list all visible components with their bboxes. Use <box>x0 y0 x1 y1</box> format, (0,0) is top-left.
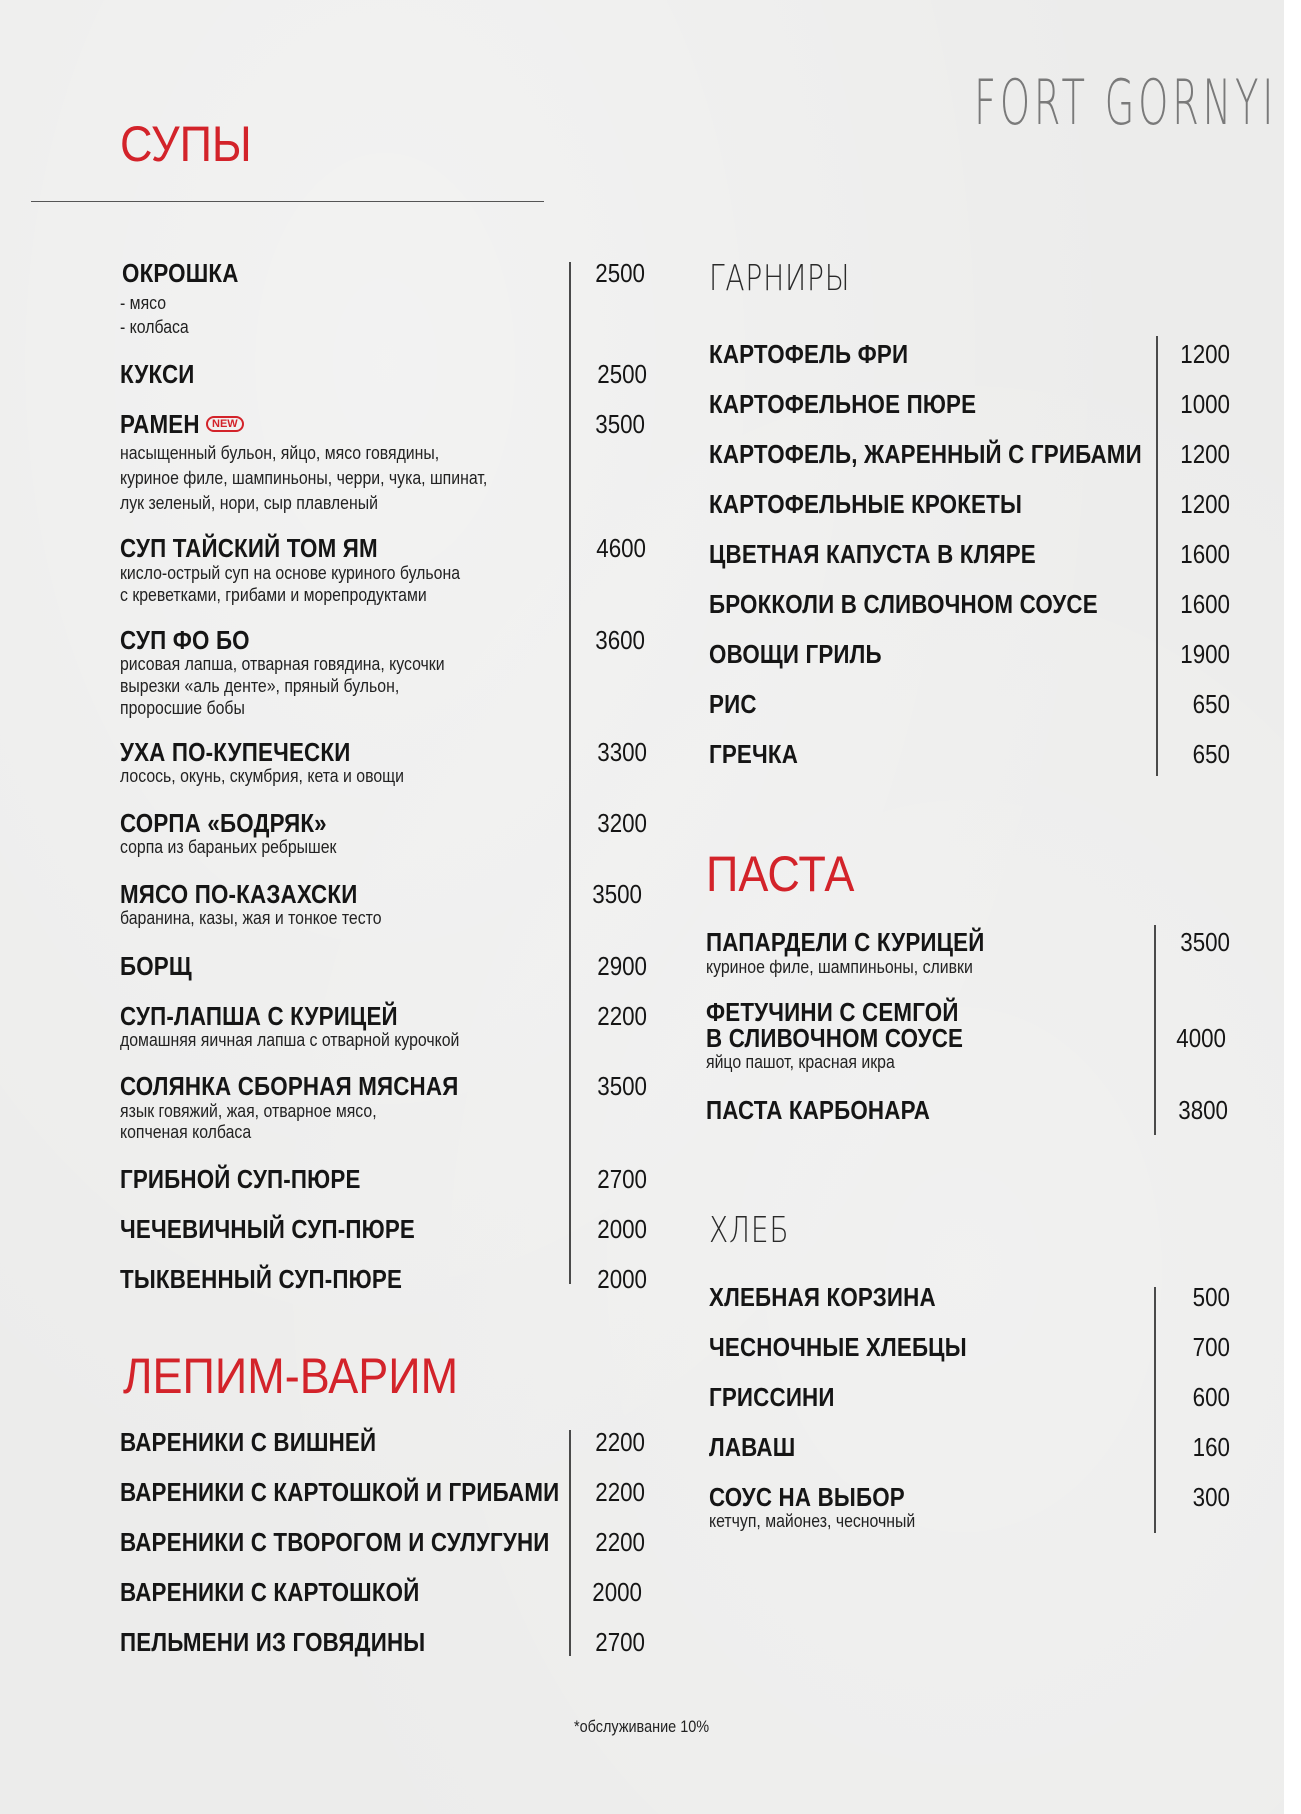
menu-item-price: 3500 <box>592 879 642 909</box>
menu-item-name: РАМЕН <box>120 409 200 439</box>
menu-item-price: 3300 <box>597 737 647 767</box>
menu-item-desc: кетчуп, майонез, чесночный <box>709 1511 916 1531</box>
menu-item-desc: - мясо <box>120 293 167 313</box>
menu-item-price: 500 <box>1192 1282 1230 1312</box>
menu-item-desc: баранина, казы, жая и тонкое тесто <box>120 908 382 928</box>
menu-item-price: 1200 <box>1180 339 1230 369</box>
pasta-heading: ПАСТА <box>706 846 855 902</box>
menu-item-name: ВАРЕНИКИ С ВИШНЕЙ <box>120 1427 377 1457</box>
menu-item-price: 2000 <box>592 1577 642 1607</box>
menu-item-price: 3500 <box>1180 927 1230 957</box>
menu-item-desc: с креветками, грибами и морепродуктами <box>120 585 427 605</box>
menu-item-name: СОУС НА ВЫБОР <box>709 1482 905 1512</box>
menu-item-price: 1200 <box>1180 439 1230 469</box>
menu-item-price: 3500 <box>597 1071 647 1101</box>
menu-item-name: ВАРЕНИКИ С КАРТОШКОЙ И ГРИБАМИ <box>120 1477 560 1507</box>
menu-item-name: КАРТОФЕЛЬ, ЖАРЕННЫЙ С ГРИБАМИ <box>709 439 1142 469</box>
menu-item-name: ОКРОШКА <box>122 258 239 288</box>
menu-item-name: СУП ТАЙСКИЙ ТОМ ЯМ <box>120 533 378 563</box>
menu-item-name: РИС <box>709 689 757 719</box>
menu-item-price: 4600 <box>596 533 646 563</box>
sides-heading: ГАРНИРЫ <box>709 258 851 299</box>
menu-item-price: 4000 <box>1176 1023 1226 1053</box>
menu-item-price: 2200 <box>595 1427 645 1457</box>
menu-item-price: 3500 <box>595 409 645 439</box>
menu-item-name: БОРЩ <box>120 951 192 981</box>
menu-item-name: ХЛЕБНАЯ КОРЗИНА <box>709 1282 936 1312</box>
menu-item-desc: куриное филе, шампиньоны, сливки <box>706 957 973 977</box>
dumplings-heading: ЛЕПИМ-ВАРИМ <box>123 1348 459 1404</box>
menu-item-price: 650 <box>1192 689 1230 719</box>
menu-item-name: ПАПАРДЕЛИ С КУРИЦЕЙ <box>706 927 985 957</box>
menu-item-name: ГРЕЧКА <box>709 739 799 769</box>
menu-item-price: 2200 <box>595 1477 645 1507</box>
menu-item-name: КАРТОФЕЛЬНЫЕ КРОКЕТЫ <box>709 489 1023 519</box>
menu-item-price: 700 <box>1192 1332 1230 1362</box>
menu-item-desc: рисовая лапша, отварная говядина, кусочки <box>120 654 445 674</box>
menu-item-name: ЦВЕТНАЯ КАПУСТА В КЛЯРЕ <box>709 539 1036 569</box>
soups-heading: СУПЫ <box>120 116 252 172</box>
menu-item-name: ПАСТА КАРБОНАРА <box>706 1095 931 1125</box>
menu-item-name: ОВОЩИ ГРИЛЬ <box>709 639 882 669</box>
menu-item-name: ЧЕЧЕВИЧНЫЙ СУП-ПЮРЕ <box>120 1214 416 1244</box>
menu-item-price: 3800 <box>1178 1095 1228 1125</box>
menu-item-price: 2500 <box>597 359 647 389</box>
menu-item-name: ВАРЕНИКИ С ТВОРОГОМ И СУЛУГУНИ <box>120 1527 550 1557</box>
menu-item-name: В СЛИВОЧНОМ СОУСЕ <box>706 1023 964 1053</box>
menu-item-name: ГРИССИНИ <box>709 1382 835 1412</box>
menu-item-desc: вырезки «аль денте», пряный бульон, <box>120 676 400 696</box>
menu-item-price: 2700 <box>595 1627 645 1657</box>
menu-item-price: 300 <box>1192 1482 1230 1512</box>
menu-item-name: МЯСО ПО-КАЗАХСКИ <box>120 879 358 909</box>
menu-item-price: 160 <box>1192 1432 1230 1462</box>
page-edge <box>1284 0 1301 1814</box>
menu-item-price: 600 <box>1192 1382 1230 1412</box>
menu-item-price: 3200 <box>597 808 647 838</box>
menu-item-desc: насыщенный бульон, яйцо, мясо говядины, <box>120 443 440 463</box>
menu-item-name: КАРТОФЕЛЬНОЕ ПЮРЕ <box>709 389 977 419</box>
menu-item-name: СОРПА «БОДРЯК» <box>120 808 327 838</box>
menu-item-price: 650 <box>1192 739 1230 769</box>
menu-item-price: 2000 <box>597 1214 647 1244</box>
menu-item-price: 2500 <box>595 258 645 288</box>
menu-item-price: 2200 <box>595 1527 645 1557</box>
menu-item-name: СОЛЯНКА СБОРНАЯ МЯСНАЯ <box>120 1071 459 1101</box>
menu-item-name: ЛАВАШ <box>709 1432 796 1462</box>
menu-item-name: КАРТОФЕЛЬ ФРИ <box>709 339 909 369</box>
new-badge: NEW <box>206 416 244 432</box>
menu-item-desc: лук зеленый, нори, сыр плавленый <box>120 493 378 513</box>
menu-item-name: ГРИБНОЙ СУП-ПЮРЕ <box>120 1164 361 1194</box>
menu-item-price: 1900 <box>1180 639 1230 669</box>
menu-item-desc: куриное филе, шампиньоны, черри, чука, шпинат, <box>120 468 488 488</box>
soups-divider <box>31 201 544 202</box>
bread-heading: ХЛЕБ <box>709 1210 790 1251</box>
menu-item-price: 1600 <box>1180 589 1230 619</box>
menu-item-price: 2700 <box>597 1164 647 1194</box>
menu-item-desc: копченая колбаса <box>120 1122 252 1142</box>
menu-item-price: 2900 <box>597 951 647 981</box>
menu-item-name: СУП-ЛАПША С КУРИЦЕЙ <box>120 1001 398 1031</box>
menu-item-desc: - колбаса <box>120 317 189 337</box>
menu-item-name: БРОККОЛИ В СЛИВОЧНОМ СОУСЕ <box>709 589 1098 619</box>
menu-item-name: КУКСИ <box>120 359 195 389</box>
menu-item-desc: домашняя яичная лапша с отварной курочкой <box>120 1030 460 1050</box>
menu-item-price: 2000 <box>597 1264 647 1294</box>
menu-item-name: ТЫКВЕННЫЙ СУП-ПЮРЕ <box>120 1264 403 1294</box>
menu-item-desc: кисло-острый суп на основе куриного бульона <box>120 563 461 583</box>
menu-item-price: 1200 <box>1180 489 1230 519</box>
menu-item-price: 1000 <box>1180 389 1230 419</box>
menu-item-name: ФЕТУЧИНИ С СЕМГОЙ <box>706 997 959 1027</box>
service-charge-note: *обслуживание 10% <box>574 1717 710 1736</box>
menu-item-name: ВАРЕНИКИ С КАРТОШКОЙ <box>120 1577 420 1607</box>
menu-item-name: СУП ФО БО <box>120 625 250 655</box>
menu-item-price: 1600 <box>1180 539 1230 569</box>
menu-item-desc: яйцо пашот, красная икра <box>706 1052 895 1072</box>
menu-item-name: ЧЕСНОЧНЫЕ ХЛЕБЦЫ <box>709 1332 967 1362</box>
menu-item-name: УХА ПО-КУПЕЧЕСКИ <box>120 737 351 767</box>
menu-item-desc: лосось, окунь, скумбрия, кета и овощи <box>120 766 405 786</box>
menu-item-price: 2200 <box>597 1001 647 1031</box>
menu-item-desc: сорпа из бараньих ребрышек <box>120 837 337 857</box>
menu-item-price: 3600 <box>595 625 645 655</box>
restaurant-logo: FORT GORNYI <box>974 66 1278 139</box>
menu-item-desc: язык говяжий, жая, отварное мясо, <box>120 1101 377 1121</box>
menu-item-name: ПЕЛЬМЕНИ ИЗ ГОВЯДИНЫ <box>120 1627 426 1657</box>
menu-item-desc: проросшие бобы <box>120 698 245 718</box>
